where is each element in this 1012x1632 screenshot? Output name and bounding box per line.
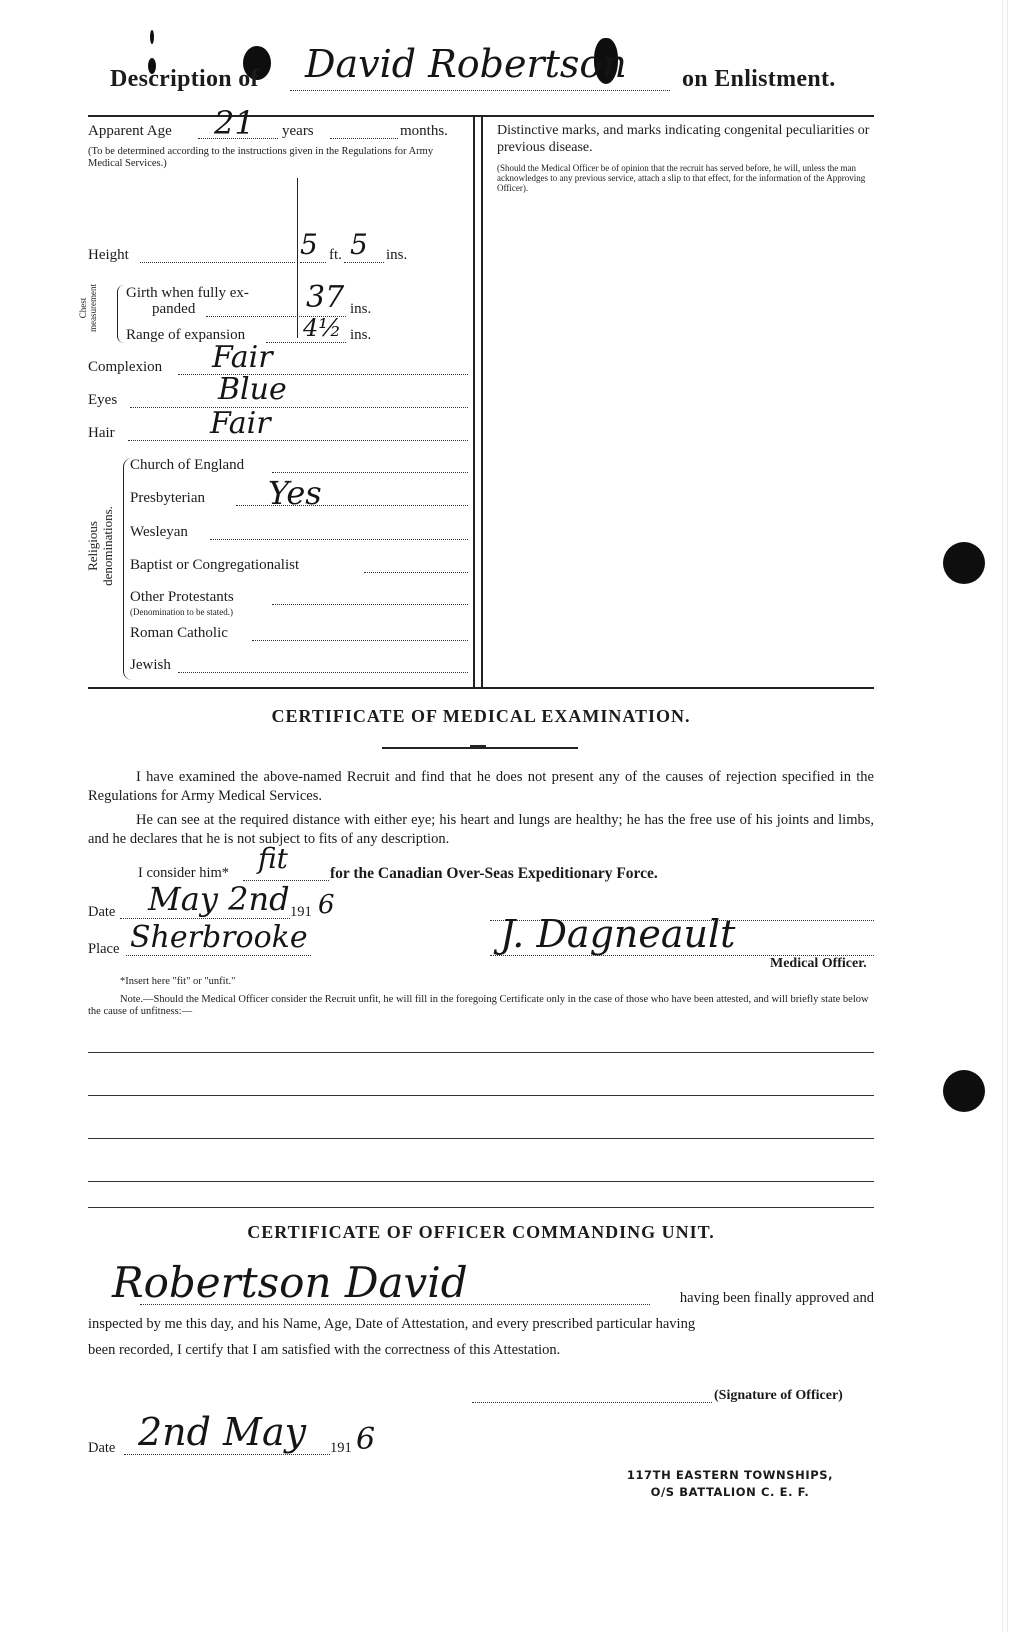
unfitness-line-1[interactable] xyxy=(88,1052,874,1053)
girth-value: 37 xyxy=(306,280,345,315)
medical-para-2: He can see at the required distance with either eye; his heart and lungs are healthy; he has the free use of his joints and limbs, and he declares that he is not subject to fits of any description. xyxy=(88,812,874,847)
consider-prefix: I consider him* xyxy=(138,865,230,881)
co-recruit-name: Robertson David xyxy=(112,1258,468,1307)
co-signature-line xyxy=(472,1402,712,1403)
age-note: (To be determined according to the instructions given in the Regulations for Army Medical Services.) xyxy=(88,146,434,169)
religion-line xyxy=(364,572,468,573)
stamp-line-2: O/S BATTALION C. E. F. xyxy=(650,1485,810,1499)
co-text-2: inspected by me this day, and his Name, Age, Date of Attestation, and every prescribed particular having xyxy=(88,1316,696,1332)
commanding-certificate-title: CERTIFICATE OF OFFICER COMMANDING UNIT. xyxy=(247,1222,715,1242)
unfitness-line-2[interactable] xyxy=(88,1095,874,1096)
religion-line xyxy=(272,472,468,473)
hair-line xyxy=(128,440,468,441)
punch-hole xyxy=(943,542,985,584)
ink-splatter xyxy=(150,30,154,44)
religion-line xyxy=(178,672,468,673)
medical-date-label: Date xyxy=(88,904,116,920)
religion-line xyxy=(272,604,468,605)
co-date-value: 2nd May xyxy=(138,1410,307,1454)
months-label: months. xyxy=(400,123,448,139)
place-line xyxy=(126,955,311,956)
section-rule xyxy=(88,687,874,689)
medical-officer-signature: J. Dagneault xyxy=(500,912,736,956)
punch-hole xyxy=(943,1070,985,1112)
unfit-note: Note.—Should the Medical Officer consider the Recruit unfit, he will fill in the foregoing Certificate only in the case of those who have been attested, and will briefly state below the cause of unfitness:— xyxy=(88,994,869,1017)
height-inches-line xyxy=(344,262,384,263)
religion-group-label xyxy=(85,446,115,646)
unfitness-line-4[interactable] xyxy=(88,1181,874,1182)
religion-roman-catholic: Roman Catholic xyxy=(130,625,228,641)
religion-label-line1: Religious xyxy=(85,521,100,571)
co-date-year: 191 xyxy=(330,1440,352,1456)
consider-suffix: for the Canadian Over-Seas Expeditionary Force. xyxy=(330,865,658,882)
feet-label: ft. xyxy=(329,247,342,263)
religion-baptist: Baptist or Congregationalist xyxy=(130,557,300,573)
range-unit: ins. xyxy=(350,327,372,343)
height-feet-value: 5 xyxy=(300,228,318,261)
medical-certificate-title: CERTIFICATE OF MEDICAL EXAMINATION. xyxy=(271,706,691,726)
hair-value: Fair xyxy=(210,406,271,441)
medical-officer-label: Medical Officer. xyxy=(770,956,867,971)
medical-para-1: I have examined the above-named Recruit and find that he does not present any of the causes of rejection specified in the Regulations for Army Medical Services. xyxy=(88,769,874,804)
religion-presbyterian: Presbyterian xyxy=(130,490,205,506)
girth-label-2: panded xyxy=(152,301,196,317)
title-underline-mark xyxy=(470,745,486,749)
medical-date-year-digit: 6 xyxy=(318,890,335,920)
stamp-line-1: 117TH EASTERN TOWNSHIPS, xyxy=(626,1468,834,1482)
religion-line xyxy=(252,640,468,641)
other-protestants-note: (Denomination to be stated.) xyxy=(130,607,233,617)
distinctive-marks-heading: Distinctive marks, and marks indicating congenital peculiarities or previous disease. xyxy=(497,123,870,155)
hair-label: Hair xyxy=(88,425,115,441)
unfitness-line-3[interactable] xyxy=(88,1138,874,1139)
co-date-line xyxy=(124,1454,330,1455)
religion-other-protestants: Other Protestants xyxy=(130,589,234,605)
place-value: Sherbrooke xyxy=(130,920,308,955)
complexion-label: Complexion xyxy=(88,359,163,375)
header-suffix: on Enlistment. xyxy=(682,66,836,92)
chest-group-label: Chest measurement xyxy=(78,284,98,332)
height-feet-line xyxy=(300,262,326,263)
girth-unit: ins. xyxy=(350,301,372,317)
medical-date-line xyxy=(120,918,290,919)
range-label: Range of expansion xyxy=(126,327,246,343)
religion-label-line2: denominations. xyxy=(100,506,115,586)
section-rule-2 xyxy=(88,1207,874,1208)
religion-jewish: Jewish xyxy=(130,657,171,673)
age-years-value: 21 xyxy=(214,104,255,142)
medical-date-value: May 2nd xyxy=(148,880,290,918)
battalion-stamp xyxy=(600,1467,860,1501)
height-inches-value: 5 xyxy=(350,228,368,261)
scan-edge xyxy=(1000,0,1012,1632)
inches-label: ins. xyxy=(386,247,408,263)
age-label: Apparent Age xyxy=(88,123,172,139)
medical-date-year: 191 xyxy=(290,904,312,920)
co-text-3: been recorded, I certify that I am satisfied with the correctness of this Attestation. xyxy=(88,1342,561,1358)
religion-line xyxy=(210,539,468,540)
distinctive-marks-note: (Should the Medical Officer be of opinion that the recruit has served before, he will, unless the man acknowledges to any previous service, attach a slip to that effect, for the information of the Approving Officer). xyxy=(497,163,866,193)
girth-label-1: Girth when fully ex- xyxy=(126,285,249,301)
value-divider xyxy=(297,178,298,338)
eyes-label: Eyes xyxy=(88,392,118,408)
age-months-line xyxy=(330,138,398,139)
chest-brace xyxy=(117,285,124,343)
place-label: Place xyxy=(88,941,120,957)
insert-note: *Insert here "fit" or "unfit." xyxy=(120,976,236,987)
column-divider xyxy=(481,117,483,687)
height-line xyxy=(140,262,295,263)
fit-value: fit xyxy=(258,842,288,875)
co-text-1: having been finally approved and xyxy=(679,1290,874,1306)
eyes-value: Blue xyxy=(218,372,287,407)
height-label: Height xyxy=(88,247,129,263)
eyes-line xyxy=(130,407,468,408)
complexion-value: Fair xyxy=(212,340,273,375)
co-signature-label: (Signature of Officer) xyxy=(714,1388,843,1403)
range-line xyxy=(266,342,346,343)
header-prefix: Description of xyxy=(110,66,259,92)
range-value: 4½ xyxy=(303,314,342,342)
recruit-name: David Robertson xyxy=(305,42,627,86)
column-divider xyxy=(473,117,475,687)
years-label: years xyxy=(282,123,314,139)
religion-church-of-england: Church of England xyxy=(130,457,245,473)
name-line xyxy=(290,90,670,91)
presbyterian-value: Yes xyxy=(268,474,322,512)
religion-wesleyan: Wesleyan xyxy=(130,524,188,540)
co-date-label: Date xyxy=(88,1440,116,1456)
co-date-year-digit: 6 xyxy=(356,1422,376,1457)
